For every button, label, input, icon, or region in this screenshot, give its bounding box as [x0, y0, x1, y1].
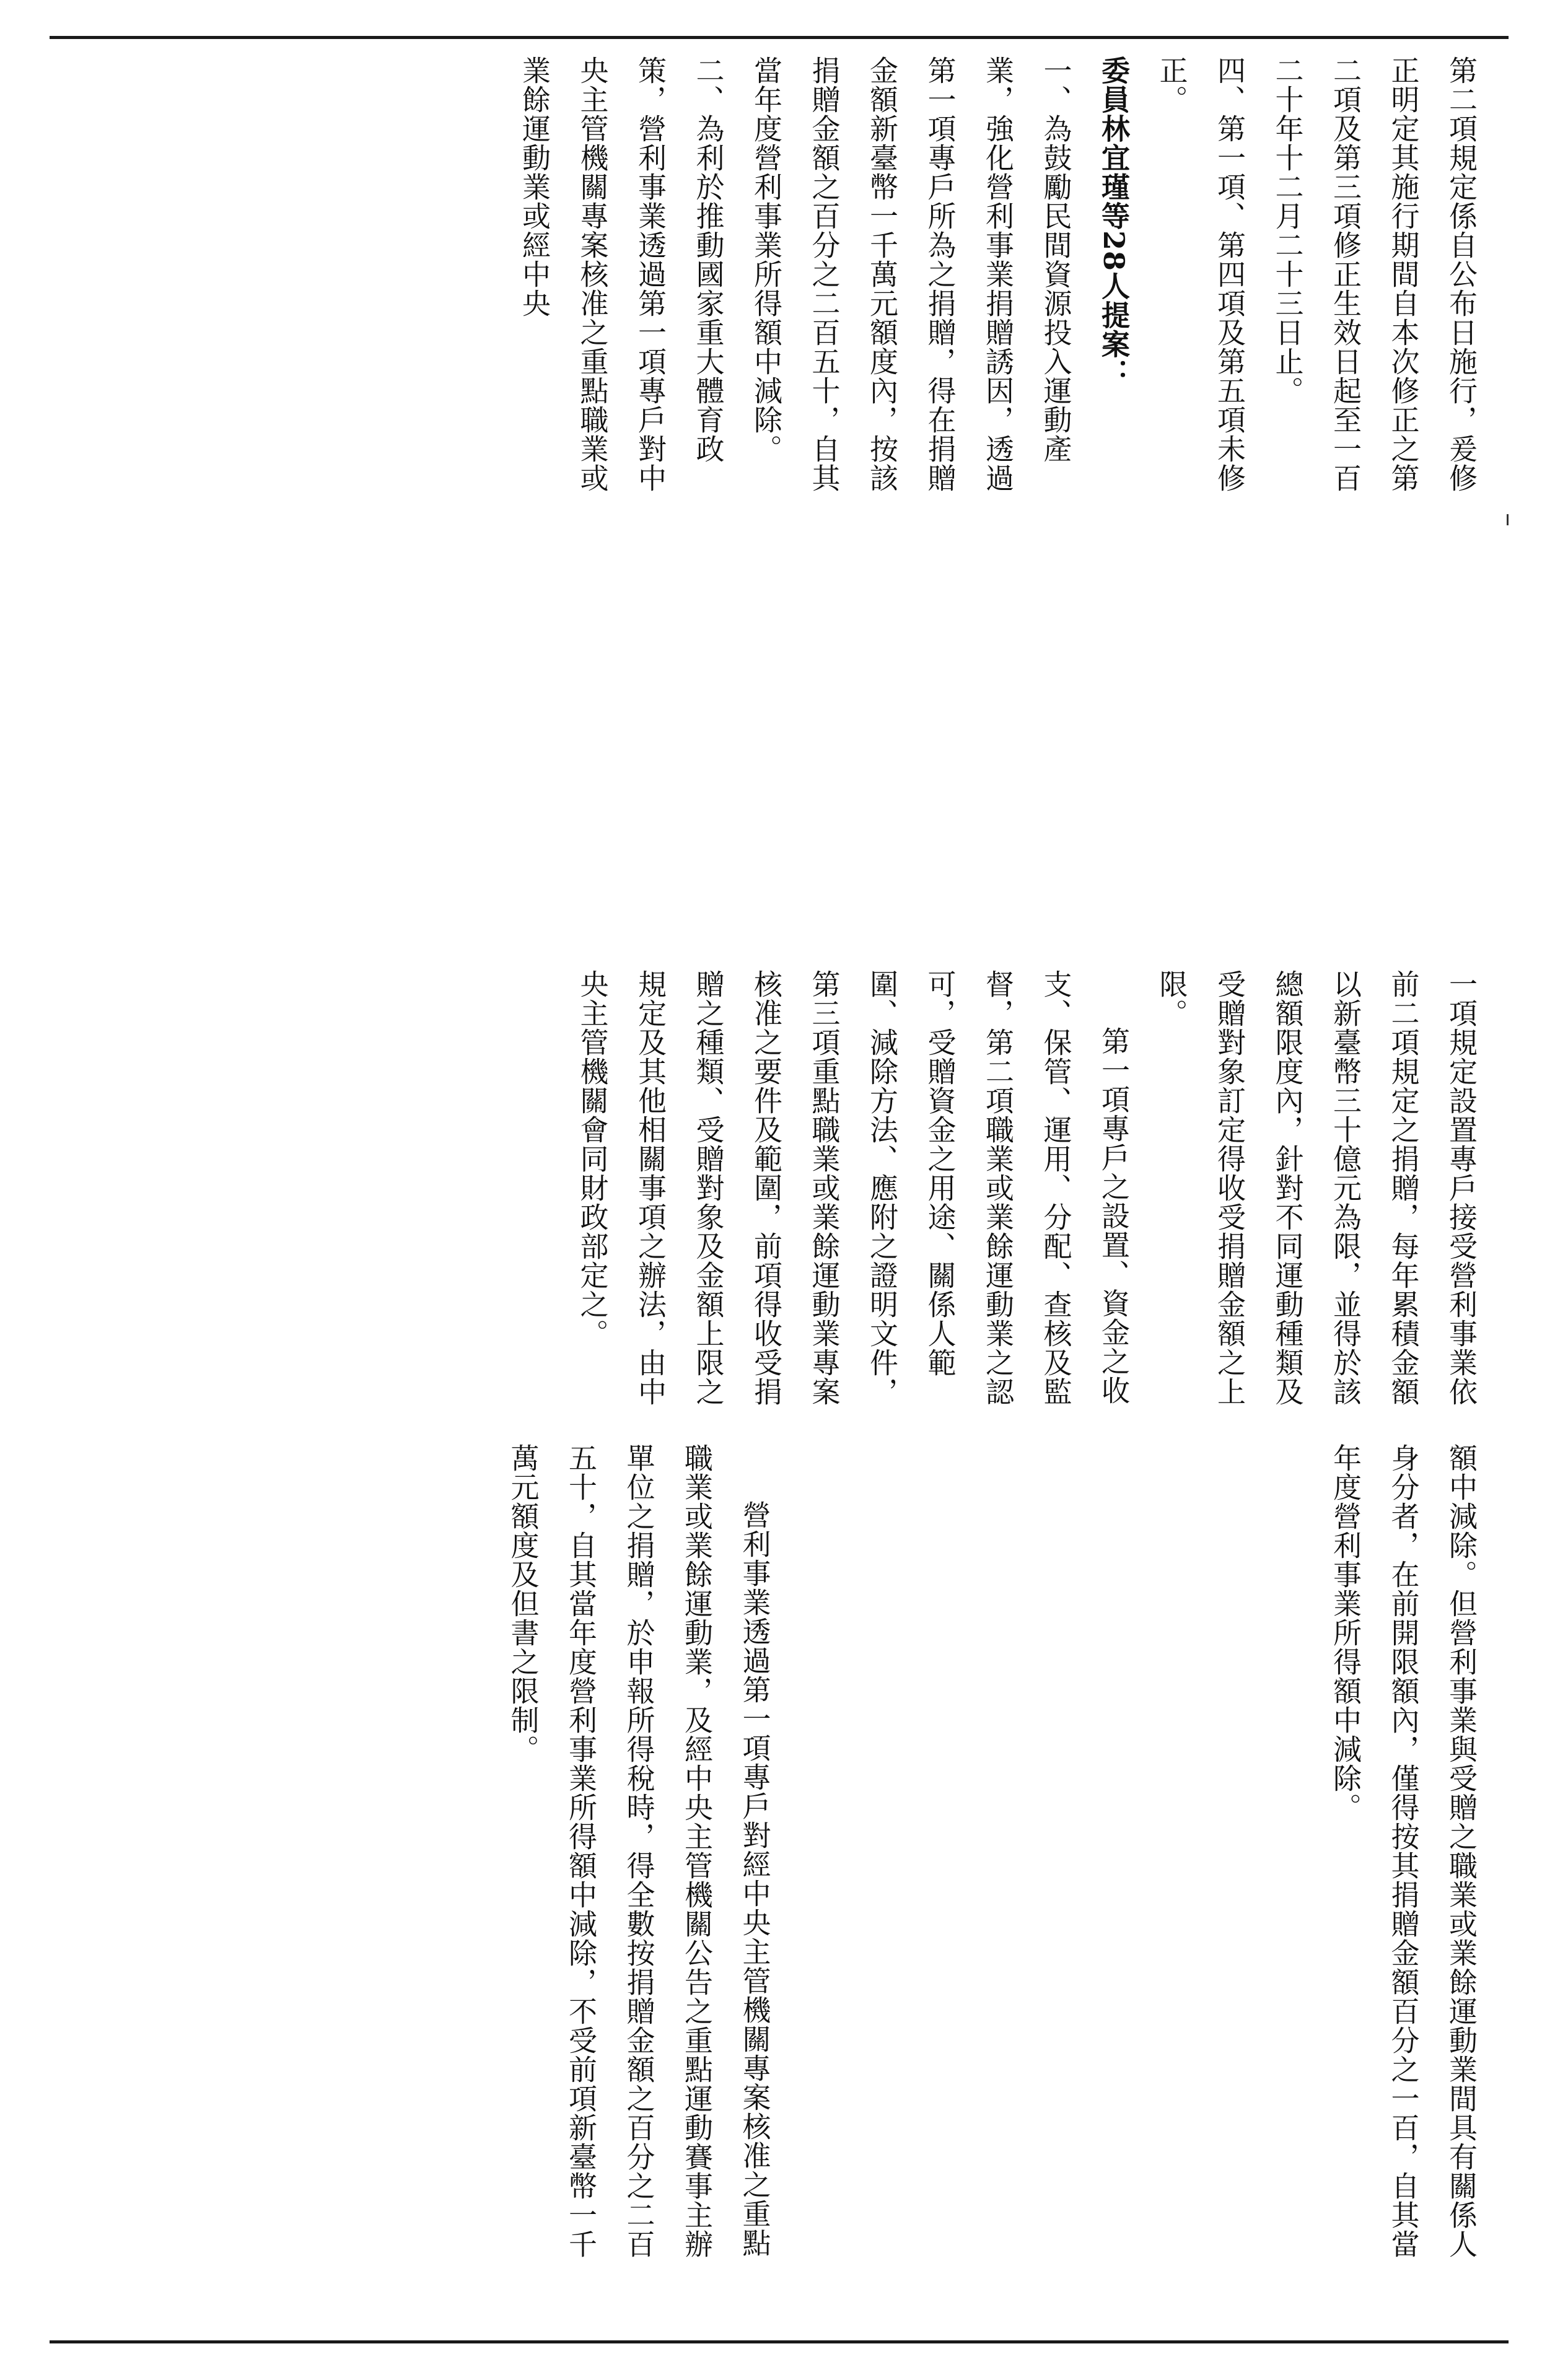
paragraph-donation-cap: 一項規定設置專戶接受營利事業依前二項規定之捐贈，每年累積金額以新臺幣三十億元為限，並得於該總額限度內，針對不同運動種類及受贈對象訂定得收受捐贈金額之上限。: [1155, 969, 1478, 1406]
paragraph-regulations: 第一項專戶之設置、資金之收支、保管、運用、分配、查核及監督，第二項職業或業餘運動業之認可，受贈資金之用途、關係人範圍、減除方法、應附之證明文件，第三項重點職業或業餘運動業專案核准之要件及範圍，前項得收受捐贈之種類、受贈對象及金額上限之規定及其他相關事項之辦法，由中央主管機關會同財政部定之。: [576, 969, 1131, 1406]
paragraph-special-donation: 營利事業透過第一項專戶對經中央主管機關專案核准之重點職業或業餘運動業，及經中央主管機關公告之重點運動賽事主辦單位之捐贈，於申報所得稅時，得全數按捐贈金額之百分之二百五十，自其當年度營利事業所得額中減除，不受前項新臺幣一千萬元額度及但書之限制。: [506, 1443, 772, 2259]
proposal-item-two: 二、為利於推動國家重大體育政策，營利事業透過第一項專戶對中央主管機關專案核准之重點職業或業餘運動業或經中央: [518, 56, 725, 492]
text-column-upper: [59, 56, 1490, 514]
proposal-heading-name: 委員林宜瑾等: [1097, 56, 1131, 230]
text-column-lower: [59, 1443, 1490, 2267]
text-column-middle: [59, 969, 1490, 1422]
proposal-heading-suffix: 人提案：: [1097, 271, 1131, 388]
bottom-border-rule: [50, 2340, 1509, 2343]
proposal-item-one: 一、為鼓勵民間資源投入運動產業，強化營利事業捐贈誘因，透過第一項專戶所為之捐贈，得在捐贈金額新臺幣一千萬元額度內，按該捐贈金額之百分之二百五十，自其當年度營利事業所得額中減除。: [750, 56, 1073, 492]
paragraph-item-four: 四、第一項、第四項及第五項未修正。: [1155, 56, 1246, 492]
top-border-rule: [50, 36, 1509, 39]
proposal-heading-count: 28: [1097, 230, 1131, 272]
paragraph-effective-date: 第二項規定係自公布日施行，爰修正明定其施行期間自本次修正之第二項及第三項修正生效日起至一百二十年十二月二十三日止。: [1271, 56, 1478, 492]
column-a-bottom-tick: [1507, 514, 1509, 525]
paragraph-deduction: 額中減除。但營利事業與受贈之職業或業餘運動業間具有關係人身分者，在前開限額內，僅得按其捐贈金額百分之一百，自其當年度營利事業所得額中減除。: [1329, 1443, 1478, 2259]
proposal-heading: [1085, 56, 1143, 514]
